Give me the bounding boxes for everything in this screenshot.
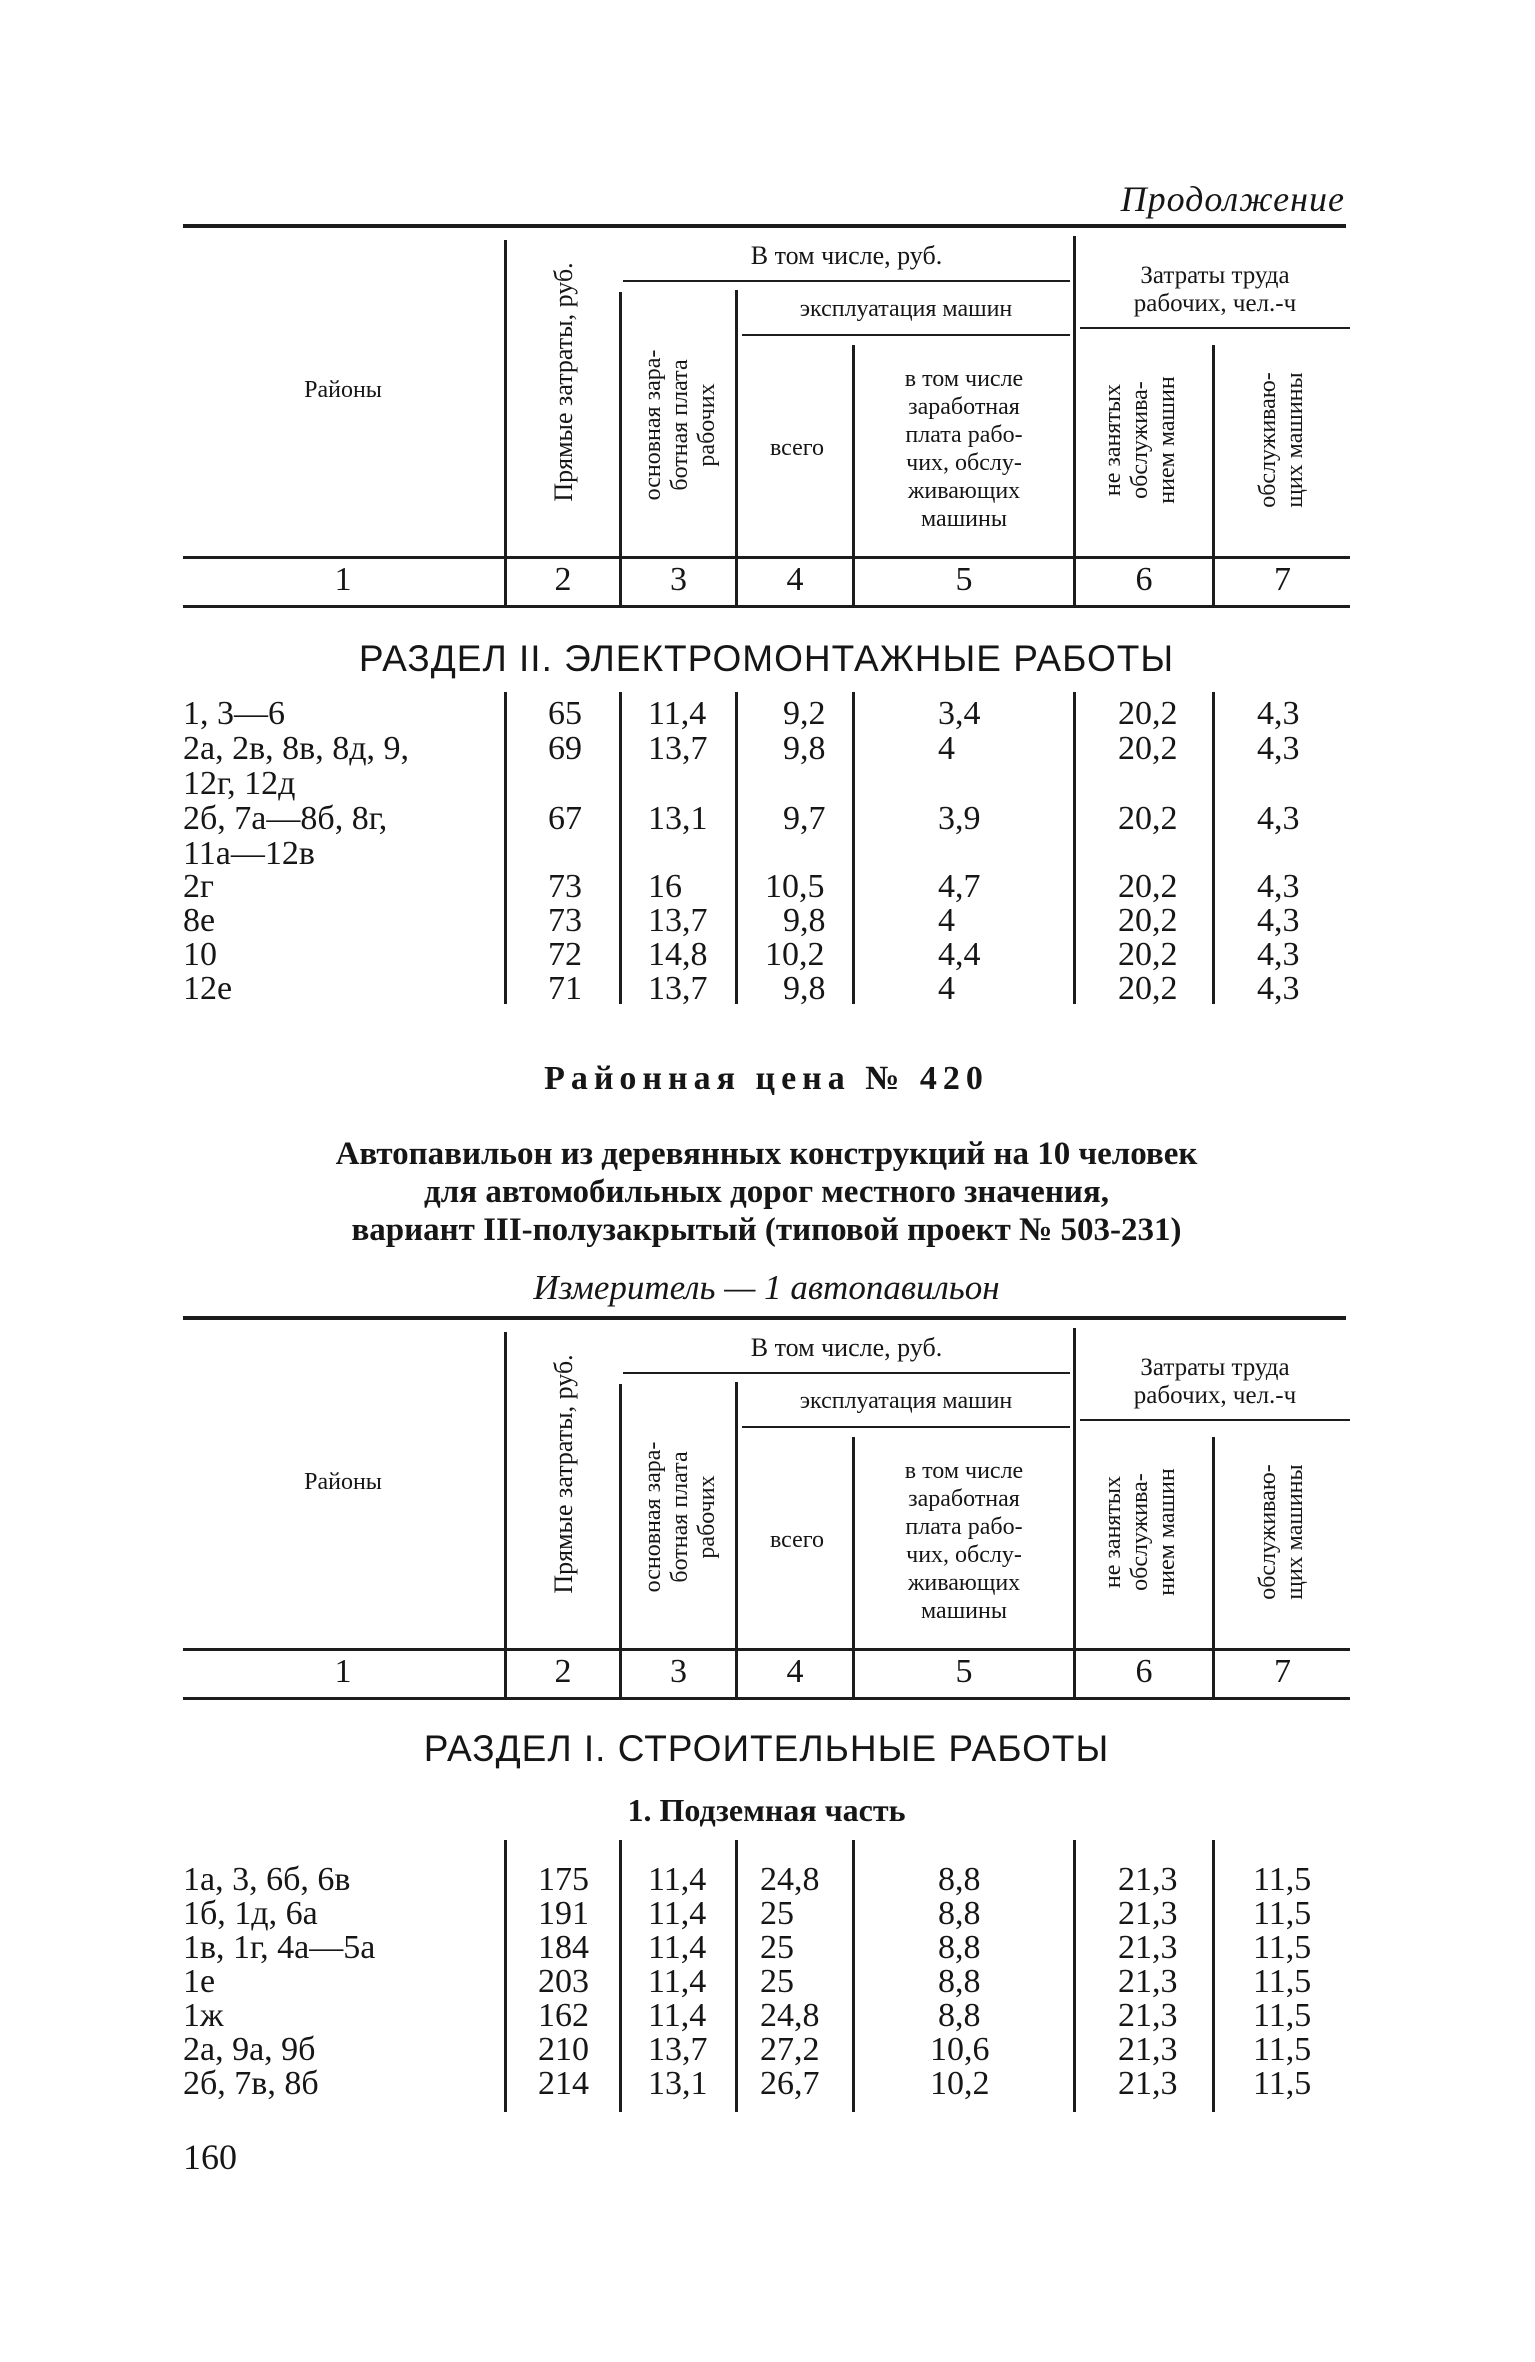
- cell-ne-zanyatyh: 20,2: [1118, 695, 1178, 732]
- cell-osnovnaya: 13,1: [648, 2065, 708, 2102]
- col-number-6: 6: [1135, 1653, 1153, 1690]
- header-obsluzhivayuschih: обслуживаю- щих машины: [1255, 372, 1308, 508]
- header-zatraty-truda: Затраты труда рабочих, чел.-ч: [1133, 1354, 1297, 1409]
- header-ne-zanyatyh: не занятых обслужива- нием машин: [1100, 1468, 1180, 1596]
- cell-zarplata-mashin: 3,4: [938, 695, 981, 732]
- col-number-1: 1: [334, 561, 352, 598]
- cell-zarplata-mashin: 8,8: [938, 1895, 981, 1932]
- cell-zarplata-mashin: 4,7: [938, 868, 981, 905]
- cell-vsego: 24,8: [760, 1861, 820, 1898]
- cell-vsego: 26,7: [760, 2065, 820, 2102]
- cell-pryamye: 73: [548, 902, 582, 939]
- col-number-7: 7: [1274, 1653, 1291, 1690]
- cell-zarplata-mashin: 4,4: [938, 936, 981, 973]
- measure-label: Измеритель — 1 автопавильон: [533, 1268, 1000, 1307]
- cell-zarplata-mashin: 4: [938, 970, 955, 1007]
- col-number-4: 4: [786, 1653, 804, 1690]
- header-osnovnaya-zarplata: основная зара- ботная плата рабочих: [640, 1441, 720, 1593]
- cell-zarplata-mashin: 10,6: [930, 2031, 990, 2068]
- cell-osnovnaya: 13,1: [648, 800, 708, 837]
- cell-osnovnaya: 11,4: [648, 1895, 707, 1932]
- cell-osnovnaya: 11,4: [648, 695, 707, 732]
- cell-vsego: 9,7: [783, 800, 826, 837]
- cell-obsluzhivayuschih: 11,5: [1253, 1963, 1312, 2000]
- cell-pryamye: 65: [548, 695, 582, 732]
- header-ne-zanyatyh: не занятых обслужива- нием машин: [1100, 376, 1180, 504]
- cell-ne-zanyatyh: 20,2: [1118, 936, 1178, 973]
- col-number-7: 7: [1274, 561, 1291, 598]
- cell-osnovnaya: 16: [648, 868, 682, 905]
- section-1-subtitle: 1. Подземная часть: [627, 1792, 906, 1828]
- cell-vsego: 25: [760, 1963, 794, 2000]
- header-vsego: всего: [769, 435, 825, 461]
- cell-zarplata-mashin: 8,8: [938, 1997, 981, 2034]
- region-cell: 1е: [183, 1963, 216, 2000]
- header-v-tom-chisle: В том числе, руб.: [750, 241, 943, 270]
- cell-obsluzhivayuschih: 4,3: [1257, 868, 1300, 905]
- cell-ne-zanyatyh: 21,3: [1118, 2065, 1178, 2102]
- region-cell: 8е: [183, 902, 216, 939]
- header-v-tom-chisle: В том числе, руб.: [750, 1333, 943, 1362]
- col-number-1: 1: [334, 1653, 352, 1690]
- cell-vsego: 9,2: [783, 695, 826, 732]
- region-cell: 1б, 1д, 6а: [183, 1895, 318, 1932]
- cell-pryamye: 69: [548, 730, 582, 767]
- region-cell: 2а, 2в, 8в, 8д, 9, 12г, 12д: [183, 730, 409, 802]
- cell-vsego: 27,2: [760, 2031, 820, 2068]
- cell-vsego: 10,5: [765, 868, 825, 905]
- cell-ne-zanyatyh: 20,2: [1118, 970, 1178, 1007]
- header-zatraty-truda: Затраты труда рабочих, чел.-ч: [1133, 262, 1297, 317]
- cell-vsego: 10,2: [765, 936, 825, 973]
- cell-osnovnaya: 11,4: [648, 1929, 707, 1966]
- region-cell: 1в, 1г, 4а—5а: [183, 1929, 376, 1966]
- cell-osnovnaya: 11,4: [648, 1963, 707, 2000]
- cell-pryamye: 72: [548, 936, 582, 973]
- col-number-4: 4: [786, 561, 804, 598]
- header-osnovnaya-zarplata: основная зара- ботная плата рабочих: [640, 349, 720, 501]
- cell-obsluzhivayuschih: 4,3: [1257, 902, 1300, 939]
- cell-zarplata-mashin: 4: [938, 902, 955, 939]
- col-number-3: 3: [670, 1653, 687, 1690]
- cell-pryamye: 203: [538, 1963, 589, 2000]
- cell-ne-zanyatyh: 20,2: [1118, 730, 1178, 767]
- cell-ne-zanyatyh: 21,3: [1118, 1895, 1178, 1932]
- cell-ne-zanyatyh: 21,3: [1118, 1929, 1178, 1966]
- region-cell: 12е: [183, 970, 233, 1007]
- region-cell: 2г: [183, 868, 214, 905]
- col-number-6: 6: [1135, 561, 1153, 598]
- header-v-tom-chisle-zarplata: в том числе заработная плата рабо- чих, обслу- живающих машины: [904, 366, 1024, 532]
- cell-zarplata-mashin: 10,2: [930, 2065, 990, 2102]
- cell-obsluzhivayuschih: 11,5: [1253, 2065, 1312, 2102]
- header-obsluzhivayuschih: обслуживаю- щих машины: [1255, 1464, 1308, 1600]
- region-cell: 2б, 7а—8б, 8г, 11а—12в: [183, 800, 388, 872]
- cell-pryamye: 214: [538, 2065, 589, 2102]
- region-cell: 2б, 7в, 8б: [183, 2065, 319, 2102]
- table-header-continuation: [0, 0, 1535, 620]
- cell-ne-zanyatyh: 20,2: [1118, 902, 1178, 939]
- cell-zarplata-mashin: 4: [938, 730, 955, 767]
- header-ekspluataciya-mashin: эксплуатация машин: [799, 296, 1013, 322]
- cell-obsluzhivayuschih: 11,5: [1253, 1929, 1312, 1966]
- cell-osnovnaya: 13,7: [648, 730, 708, 767]
- cell-pryamye: 71: [548, 970, 582, 1007]
- cell-pryamye: 162: [538, 1997, 589, 2034]
- object-title: Автопавильон из деревянных конструкций на 10 человек для автомобильных дорог местного значения, вариант III-полузакрытый (типовой проект № 503-231): [335, 1136, 1198, 1248]
- col-number-2: 2: [554, 561, 572, 598]
- region-cell: 1, 3—6: [183, 695, 285, 732]
- header-rayony: Районы: [304, 1469, 382, 1495]
- cell-obsluzhivayuschih: 4,3: [1257, 936, 1300, 973]
- cell-vsego: 9,8: [783, 730, 826, 767]
- region-cell: 1ж: [183, 1997, 224, 2034]
- col-number-5: 5: [955, 561, 973, 598]
- cell-osnovnaya: 13,7: [648, 2031, 708, 2068]
- cell-pryamye: 73: [548, 868, 582, 905]
- cell-ne-zanyatyh: 21,3: [1118, 2031, 1178, 2068]
- cell-osnovnaya: 11,4: [648, 1861, 707, 1898]
- cell-vsego: 24,8: [760, 1997, 820, 2034]
- cell-vsego: 9,8: [783, 970, 826, 1007]
- cell-pryamye: 191: [538, 1895, 589, 1932]
- header-pryamye-zatraty: Прямые затраты, руб.: [549, 1354, 578, 1594]
- cell-obsluzhivayuschih: 11,5: [1253, 2031, 1312, 2068]
- section-1-title: РАЗДЕЛ I. СТРОИТЕЛЬНЫЕ РАБОТЫ: [423, 1728, 1110, 1769]
- cell-zarplata-mashin: 8,8: [938, 1929, 981, 1966]
- cell-ne-zanyatyh: 20,2: [1118, 800, 1178, 837]
- header-v-tom-chisle-zarplata: в том числе заработная плата рабо- чих, обслу- живающих машины: [904, 1458, 1024, 1624]
- cell-pryamye: 184: [538, 1929, 589, 1966]
- cell-zarplata-mashin: 8,8: [938, 1861, 981, 1898]
- cell-obsluzhivayuschih: 11,5: [1253, 1997, 1312, 2034]
- cell-zarplata-mashin: 8,8: [938, 1963, 981, 2000]
- continuation-label: Продолжение: [1120, 179, 1345, 219]
- cell-zarplata-mashin: 3,9: [938, 800, 981, 837]
- header-pryamye-zatraty: Прямые затраты, руб.: [549, 262, 578, 502]
- header-vsego: всего: [769, 1527, 825, 1553]
- cell-osnovnaya: 13,7: [648, 902, 708, 939]
- header-ekspluataciya-mashin: эксплуатация машин: [799, 1388, 1013, 1414]
- cell-obsluzhivayuschih: 4,3: [1257, 800, 1300, 837]
- cell-pryamye: 175: [538, 1861, 589, 1898]
- col-number-5: 5: [955, 1653, 973, 1690]
- cell-ne-zanyatyh: 21,3: [1118, 1861, 1178, 1898]
- cell-ne-zanyatyh: 21,3: [1118, 1997, 1178, 2034]
- cell-osnovnaya: 14,8: [648, 936, 708, 973]
- cell-obsluzhivayuschih: 4,3: [1257, 970, 1300, 1007]
- page-number: 160: [183, 2137, 237, 2177]
- cell-obsluzhivayuschih: 11,5: [1253, 1861, 1312, 1898]
- table-header-main: [0, 1092, 1535, 1712]
- cell-obsluzhivayuschih: 4,3: [1257, 730, 1300, 767]
- header-rayony: Районы: [304, 377, 382, 403]
- cell-osnovnaya: 13,7: [648, 970, 708, 1007]
- col-number-3: 3: [670, 561, 687, 598]
- cell-obsluzhivayuschih: 4,3: [1257, 695, 1300, 732]
- cell-osnovnaya: 11,4: [648, 1997, 707, 2034]
- cell-vsego: 25: [760, 1895, 794, 1932]
- price-heading: Районная цена № 420: [544, 1060, 989, 1097]
- cell-pryamye: 210: [538, 2031, 589, 2068]
- cell-pryamye: 67: [548, 800, 582, 837]
- cell-ne-zanyatyh: 21,3: [1118, 1963, 1178, 2000]
- section-2-title: РАЗДЕЛ II. ЭЛЕКТРОМОНТАЖНЫЕ РАБОТЫ: [358, 638, 1175, 679]
- col-number-2: 2: [554, 1653, 572, 1690]
- cell-ne-zanyatyh: 20,2: [1118, 868, 1178, 905]
- cell-vsego: 25: [760, 1929, 794, 1966]
- cell-vsego: 9,8: [783, 902, 826, 939]
- region-cell: 10: [183, 936, 217, 973]
- region-cell: 1а, 3, 6б, 6в: [183, 1861, 351, 1898]
- cell-obsluzhivayuschih: 11,5: [1253, 1895, 1312, 1932]
- region-cell: 2а, 9а, 9б: [183, 2031, 316, 2068]
